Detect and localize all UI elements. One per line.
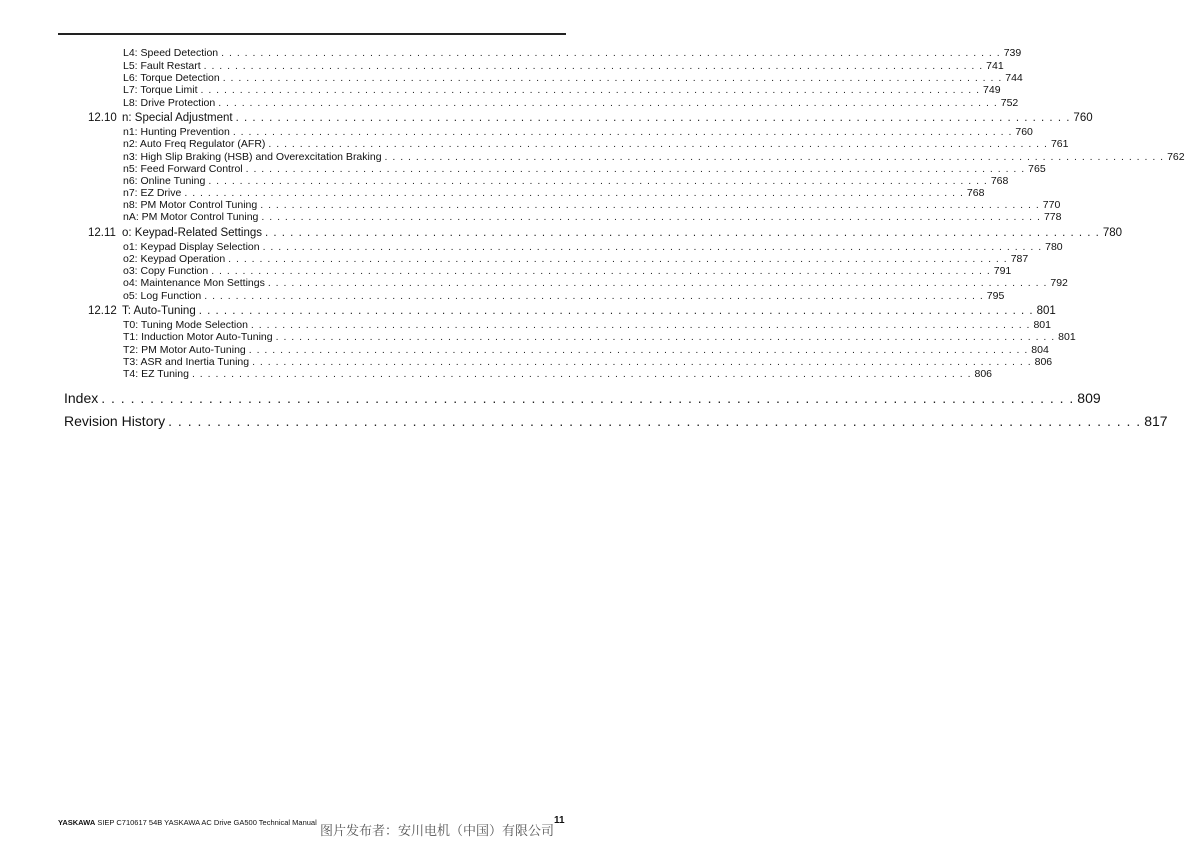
toc-section-title: T: Auto-Tuning (122, 305, 196, 317)
publisher-watermark: 图片发布者：安川电机（中国）有限公司 (320, 824, 555, 839)
toc-subentry[interactable] (123, 97, 1019, 110)
toc-page-number: 749 (983, 84, 1001, 96)
toc-leader-dots: . . . . . . . . . . . . . . . . . . . . . . . . . . . . . . . . . . . . . . . . . . . . . . . . . . . . . . . . . . . . . . . . . . . . . . . . . . . . . . . . . . . . . . . . . . . . . . . . . . . . (198, 305, 1034, 317)
toc-entry-label (88, 226, 262, 241)
toc-page-number: 806 (1034, 356, 1053, 368)
toc-section-number: 12.11 (88, 227, 116, 239)
toc-entry-label: n2: Auto Freq Regulator (AFR) (123, 138, 266, 150)
toc-page-number: 792 (1050, 277, 1068, 289)
toc-chapter[interactable] (64, 412, 1168, 430)
toc-entry-label: o2: Keypad Operation (123, 253, 226, 265)
toc-page-number: 806 (974, 368, 993, 380)
toc-entry-label: T3: ASR and Inertia Tuning (123, 356, 250, 368)
toc-entry-label: L4: Speed Detection (123, 47, 219, 59)
toc-leader-dots: . . . . . . . . . . . . . . . . . . . . . . . . . . . . . . . . . . . . . . . . . . . . . . . . . . . . . . . . . . . . . . . . . . . . . . . . . . . . . . . . . . . . . . . . . . . . . . . . . . . . (184, 187, 964, 199)
toc-subentry[interactable] (123, 331, 1076, 344)
toc-entry-label: o3: Copy Function (123, 265, 209, 277)
toc-entry-label: n3: High Slip Braking (HSB) and Overexcitation Braking (123, 151, 382, 163)
toc-leader-dots: . . . . . . . . . . . . . . . . . . . . . . . . . . . . . . . . . . . . . . . . . . . . . . . . . . . . . . . . . . . . . . . . . . . . . . . . . . . . . . . . . . . . . . . . . . . . . . . . . . . . (384, 151, 1165, 163)
toc-page-number: 752 (1000, 97, 1019, 109)
toc-entry-label: o1: Keypad Display Selection (123, 241, 260, 253)
toc-entry-label: nA: PM Motor Control Tuning (123, 211, 259, 223)
toc-page-number: 801 (1058, 331, 1076, 343)
toc-entry-label: L5: Fault Restart (123, 60, 201, 72)
toc-leader-dots: . . . . . . . . . . . . . . . . . . . . . . . . . . . . . . . . . . . . . . . . . . . . . . . . . . . . . . . . . . . . . . . . . . . . . . . . . . . . . . . . . . . . . . . . . . . . . . . . . . . . (261, 211, 1041, 223)
toc-chapter[interactable] (64, 389, 1101, 407)
toc-page-number: 768 (990, 175, 1009, 187)
toc-leader-dots: . . . . . . . . . . . . . . . . . . . . . . . . . . . . . . . . . . . . . . . . . . . . . . . . . . . . . . . . . . . . . . . . . . . . . . . . . . . . . . . . . . . . . . . . . . . . . . . . . . . . (245, 163, 1026, 175)
toc-entry-label: o4: Maintenance Mon Settings (123, 277, 265, 289)
toc-leader-dots: . . . . . . . . . . . . . . . . . . . . . . . . . . . . . . . . . . . . . . . . . . . . . . . . . . . . . . . . . . . . . . . . . . . . . . . . . . . . . . . . . . . . . . . . . . . . . . . . . . . . (221, 47, 1001, 59)
toc-section-title: o: Keypad-Related Settings (122, 227, 263, 239)
toc-leader-dots: . . . . . . . . . . . . . . . . . . . . . . . . . . . . . . . . . . . . . . . . . . . . . . . . . . . . . . . . . . . . . . . . . . . . . . . . . . . . . . . . . . . . . . . . . . . . . . . . . . . . (228, 253, 1008, 265)
toc-page-number: 760 (1015, 126, 1033, 138)
toc-leader-dots: . . . . . . . . . . . . . . . . . . . . . . . . . . . . . . . . . . . . . . . . . . . . . . . . . . . . . . . . . . . . . . . . . . . . . . . . . . . . . . . . . . . . . . . . . . . . . . . . . . . . (191, 368, 972, 380)
toc-section[interactable] (88, 304, 1056, 319)
toc-leader-dots: . . . . . . . . . . . . . . . . . . . . . . . . . . . . . . . . . . . . . . . . . . . . . . . . . . . . . . . . . . . . . . . . . . . . . . . . . . . . . . . . . . . . . . . . . . . . . . . . . . . . (232, 126, 1013, 138)
toc-page-number: 795 (986, 290, 1005, 302)
toc-page-number: 809 (1077, 390, 1101, 406)
toc-leader-dots: . . . . . . . . . . . . . . . . . . . . . . . . . . . . . . . . . . . . . . . . . . . . . . . . . . . . . . . . . . . . . . . . . . . . . . . . . . . . . . . . . . . . . . . . . . . . . . . . . . . . (235, 112, 1071, 124)
toc-leader-dots: . . . . . . . . . . . . . . . . . . . . . . . . . . . . . . . . . . . . . . . . . . . . . . . . . . . . . . . . . . . . . . . . . . . . . . . . . . . . . . . . . . . . . . . . . . . . . . . . . . . . (222, 72, 1003, 84)
toc-leader-dots: . . . . . . . . . . . . . . . . . . . . . . . . . . . . . . . . . . . . . . . . . . . . . . . . . . . . . . . . . . . . . . . . . . . . . . . . . . . . . . . . . . . . . . . . . . . . . . . . . . . . (260, 199, 1040, 211)
toc-entry-label: n1: Hunting Prevention (123, 126, 230, 138)
toc-leader-dots: . . . . . . . . . . . . . . . . . . . . . . . . . . . . . . . . . . . . . . . . . . . . . . . . . . . . . . . . . . . . . . . . . . . . . . . . . . . . . . . . . . . . . . . . . . . . . . . . . . . . (211, 265, 991, 277)
toc-leader-dots: . . . . . . . . . . . . . . . . . . . . . . . . . . . . . . . . . . . . . . . . . . . . . . . . . . . . . . . . . . . . . . . . . . . . . . . . . . . . . . . . . . . . . . . . . . . . . . . . . . . . (268, 138, 1048, 150)
toc-entry-label (88, 111, 233, 126)
footer-manual-title (58, 818, 317, 827)
toc-entry-label: T2: PM Motor Auto-Tuning (123, 344, 246, 356)
toc-entry-label: L6: Torque Detection (123, 72, 220, 84)
toc-leader-dots: . . . . . . . . . . . . . . . . . . . . . . . . . . . . . . . . . . . . . . . . . . . . . . . . . . . . . . . . . . . . . . . . . . . . . . . . . . . . . . . . . . . . . . . . . . . . . . . . . . . . (203, 60, 984, 72)
toc-entry-label: Revision History (64, 413, 166, 429)
footer-text: SIEP C710617 54B YASKAWA AC Drive GA500 Technical Manual (97, 818, 317, 827)
toc-leader-dots: . . . . . . . . . . . . . . . . . . . . . . . . . . . . . . . . . . . . . . . . . . . . . . . . . . . . . . . . . . . . . . . . . . . . . . . . . . . . . . . . . . . . . . . . . . . . . . . . . . . . (200, 84, 981, 96)
toc-leader-dots: . . . . . . . . . . . . . . . . . . . . . . . . . . . . . . . . . . . . . . . . . . . . . . . . . . . . . . . . . . . . . . . . . . . . . . . . . . . . . . . . . . . . . . . . . . . . . . . . . . . . (265, 227, 1100, 239)
toc-page-number: 778 (1043, 211, 1062, 223)
toc-page-number: 817 (1144, 413, 1168, 429)
toc-page-number: 791 (993, 265, 1012, 277)
page-number: 11 (554, 815, 565, 826)
toc-section-number: 12.10 (88, 112, 117, 124)
toc-page-number: 741 (986, 60, 1004, 72)
toc-entry-label: n5: Feed Forward Control (123, 163, 243, 175)
toc-subentry[interactable] (123, 368, 993, 381)
toc-section-title: n: Special Adjustment (122, 112, 233, 124)
toc-entry-label: o5: Log Function (123, 290, 202, 302)
toc-page-number: 787 (1010, 253, 1029, 265)
toc-page-number: 780 (1045, 241, 1063, 253)
toc-leader-dots: . . . . . . . . . . . . . . . . . . . . . . . . . . . . . . . . . . . . . . . . . . . . . . . . . . . . . . . . . . . . . . . . . . . . . . . . . . . . . . . . . . . . . . . . . . . . . . . . . . . . (250, 319, 1031, 331)
toc-section[interactable] (88, 226, 1123, 241)
toc-entry-label: T0: Tuning Mode Selection (123, 319, 248, 331)
toc-leader-dots: . . . . . . . . . . . . . . . . . . . . . . . . . . . . . . . . . . . . . . . . . . . . . . . . . . . . . . . . . . . . . . . . . . . . . . . . . . . . . . . . . . . . . . . . . . . . . . . . . . . . (101, 390, 1075, 406)
toc-entry-label: L7: Torque Limit (123, 84, 198, 96)
toc-subentry[interactable] (123, 211, 1062, 224)
toc-leader-dots: . . . . . . . . . . . . . . . . . . . . . . . . . . . . . . . . . . . . . . . . . . . . . . . . . . . . . . . . . . . . . . . . . . . . . . . . . . . . . . . . . . . . . . . . . . . . . . . . . . . . (218, 97, 998, 109)
toc-leader-dots: . . . . . . . . . . . . . . . . . . . . . . . . . . . . . . . . . . . . . . . . . . . . . . . . . . . . . . . . . . . . . . . . . . . . . . . . . . . . . . . . . . . . . . . . . . . . . . . . . . . . (204, 290, 984, 302)
toc-entry-label: L8: Drive Protection (123, 97, 216, 109)
toc-page-number: 744 (1005, 72, 1023, 84)
footer-brand: YASKAWA (58, 818, 96, 827)
toc-page-number: 770 (1042, 199, 1061, 211)
toc-leader-dots: . . . . . . . . . . . . . . . . . . . . . . . . . . . . . . . . . . . . . . . . . . . . . . . . . . . . . . . . . . . . . . . . . . . . . . . . . . . . . . . . . . . . . . . . . . . . . . . . . . . . (248, 344, 1029, 356)
toc-leader-dots: . . . . . . . . . . . . . . . . . . . . . . . . . . . . . . . . . . . . . . . . . . . . . . . . . . . . . . . . . . . . . . . . . . . . . . . . . . . . . . . . . . . . . . . . . . . . . . . . . . . . (168, 413, 1142, 429)
toc-subentry[interactable] (123, 277, 1068, 290)
toc-entry-label: T4: EZ Tuning (123, 368, 189, 380)
toc-page-number: 768 (966, 187, 985, 199)
toc-subentry[interactable] (123, 138, 1069, 151)
toc-subentry[interactable] (123, 84, 1001, 97)
toc-leader-dots: . . . . . . . . . . . . . . . . . . . . . . . . . . . . . . . . . . . . . . . . . . . . . . . . . . . . . . . . . . . . . . . . . . . . . . . . . . . . . . . . . . . . . . . . . . . . . . . . . . . . (275, 331, 1056, 343)
toc-leader-dots: . . . . . . . . . . . . . . . . . . . . . . . . . . . . . . . . . . . . . . . . . . . . . . . . . . . . . . . . . . . . . . . . . . . . . . . . . . . . . . . . . . . . . . . . . . . . . . . . . . . . (267, 277, 1048, 289)
toc-page-number: 761 (1050, 138, 1069, 150)
toc-page-number: 739 (1003, 47, 1022, 59)
toc-page-number: 801 (1033, 319, 1051, 331)
toc-page-number: 780 (1102, 227, 1123, 239)
toc-entry-label (88, 304, 196, 319)
toc-subentry[interactable] (123, 47, 1022, 60)
toc-leader-dots: . . . . . . . . . . . . . . . . . . . . . . . . . . . . . . . . . . . . . . . . . . . . . . . . . . . . . . . . . . . . . . . . . . . . . . . . . . . . . . . . . . . . . . . . . . . . . . . . . . . . (208, 175, 988, 187)
toc-page-number: 804 (1031, 344, 1049, 356)
toc-page-number: 801 (1036, 305, 1056, 317)
toc-page-number: 762 (1167, 151, 1185, 163)
toc-entry-label: n8: PM Motor Control Tuning (123, 199, 258, 211)
toc-subentry[interactable] (123, 290, 1005, 303)
toc-entry-label: Index (64, 390, 99, 406)
toc-leader-dots: . . . . . . . . . . . . . . . . . . . . . . . . . . . . . . . . . . . . . . . . . . . . . . . . . . . . . . . . . . . . . . . . . . . . . . . . . . . . . . . . . . . . . . . . . . . . . . . . . . . . (252, 356, 1032, 368)
toc-entry-label: T1: Induction Motor Auto-Tuning (123, 331, 273, 343)
toc-section[interactable] (88, 111, 1093, 126)
header-rule (58, 33, 566, 35)
toc-page-number: 760 (1073, 112, 1093, 124)
toc-section-number: 12.12 (88, 305, 117, 317)
toc-entry-label: n6: Online Tuning (123, 175, 206, 187)
toc-entry-label: n7: EZ Drive (123, 187, 182, 199)
toc-page-number: 765 (1028, 163, 1046, 175)
toc-leader-dots: . . . . . . . . . . . . . . . . . . . . . . . . . . . . . . . . . . . . . . . . . . . . . . . . . . . . . . . . . . . . . . . . . . . . . . . . . . . . . . . . . . . . . . . . . . . . . . . . . . . . (262, 241, 1043, 253)
